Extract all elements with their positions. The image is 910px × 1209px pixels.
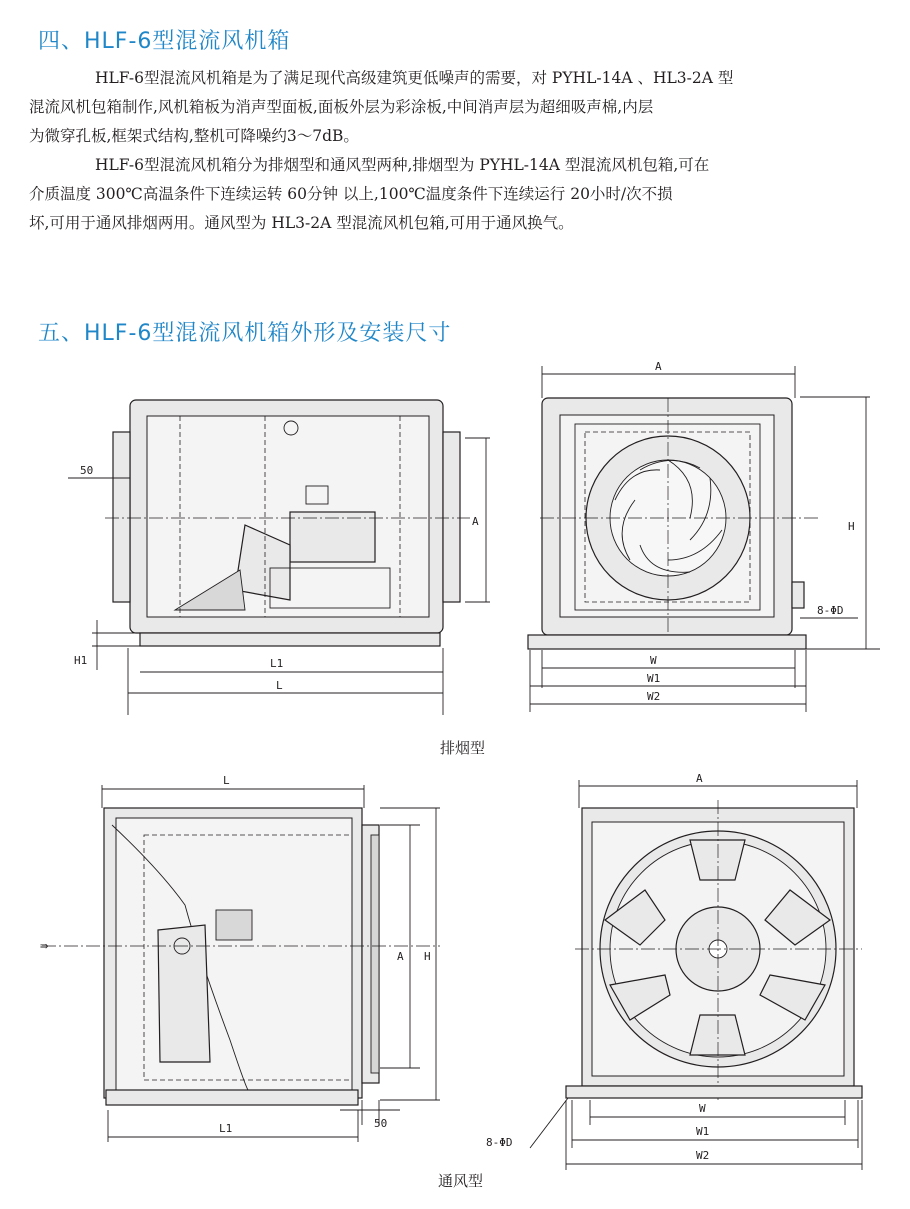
front-base-frame — [566, 1086, 862, 1098]
exhaust-caption: 排烟型 — [440, 739, 486, 757]
paragraph-line: 混流风机包箱制作,风机箱板为消声型面板,面板外层为彩涂板,中间消声层为超细吸声棉,内层 — [29, 98, 654, 116]
dim-8phiD-label: 8-ΦD — [486, 1136, 513, 1149]
dim-H-label: H — [848, 520, 855, 533]
dim-50-label: 50 — [374, 1117, 388, 1130]
dim-8phiD-label: 8-ΦD — [817, 604, 844, 617]
front-side-handle — [792, 582, 804, 608]
section4-title: 四、HLF-6型混流风机箱 — [38, 29, 291, 54]
dim-L-label: L — [223, 774, 230, 787]
outlet-flange — [443, 432, 460, 602]
side-box-inner — [116, 818, 352, 1090]
exhaust-side-view — [68, 400, 490, 715]
dim-W2-label: W2 — [647, 690, 661, 703]
ventilation-side-view — [40, 774, 440, 1142]
outlet-mesh — [371, 835, 379, 1073]
dim-H1-label: H1 — [74, 654, 88, 667]
dim-L1-label: L1 — [270, 657, 284, 670]
dim-W-label: W — [699, 1102, 706, 1115]
dim-A-label: A — [472, 515, 479, 528]
dim-A-label: A — [696, 772, 703, 785]
dim-A-label: A — [397, 950, 404, 963]
dim-L-label: L — [276, 679, 283, 692]
dim-50-label: 50 — [80, 464, 94, 477]
exhaust-front-view — [528, 360, 880, 712]
dim-H-label: H — [424, 950, 431, 963]
paragraph-line: 介质温度 300℃高温条件下连续运转 60分钟 以上,100℃温度条件下连续运行 20小时/次不损 — [29, 185, 673, 203]
front-base-frame — [528, 635, 806, 649]
paragraph-line: 为微穿孔板,框架式结构,整机可降噪约3～7dB。 — [29, 127, 359, 145]
ventilation-caption: 通风型 — [438, 1172, 484, 1190]
inlet-flange — [113, 432, 130, 602]
dim-A-label: A — [655, 360, 662, 373]
dim-W1-label: W1 — [696, 1125, 710, 1138]
section5-title: 五、HLF-6型混流风机箱外形及安装尺寸 — [38, 321, 452, 346]
side-base-frame — [140, 633, 440, 646]
ventilation-front-view — [486, 772, 862, 1170]
motor-housing — [158, 925, 210, 1062]
dim-W2-label: W2 — [696, 1149, 710, 1162]
airflow-arrow-icon: ⇛ — [40, 938, 49, 954]
junction-box — [216, 910, 252, 940]
paragraph-line: 坏,可用于通风排烟两用。通风型为 HL3-2A 型混流风机包箱,可用于通风换气。 — [29, 214, 574, 232]
paragraph-line: HLF-6型混流风机箱分为排烟型和通风型两种,排烟型为 PYHL-14A 型混流风机包箱,可在 — [95, 156, 710, 174]
dim-W1-label: W1 — [647, 672, 661, 685]
paragraph-line: HLF-6型混流风机箱是为了满足现代高级建筑更低噪声的需要，对 PYHL-14A 、HL3-2A 型 — [95, 69, 734, 87]
dim-W-label: W — [650, 654, 657, 667]
motor-body — [290, 512, 375, 562]
dim-L1-label: L1 — [219, 1122, 233, 1135]
side-base-frame — [106, 1090, 358, 1105]
